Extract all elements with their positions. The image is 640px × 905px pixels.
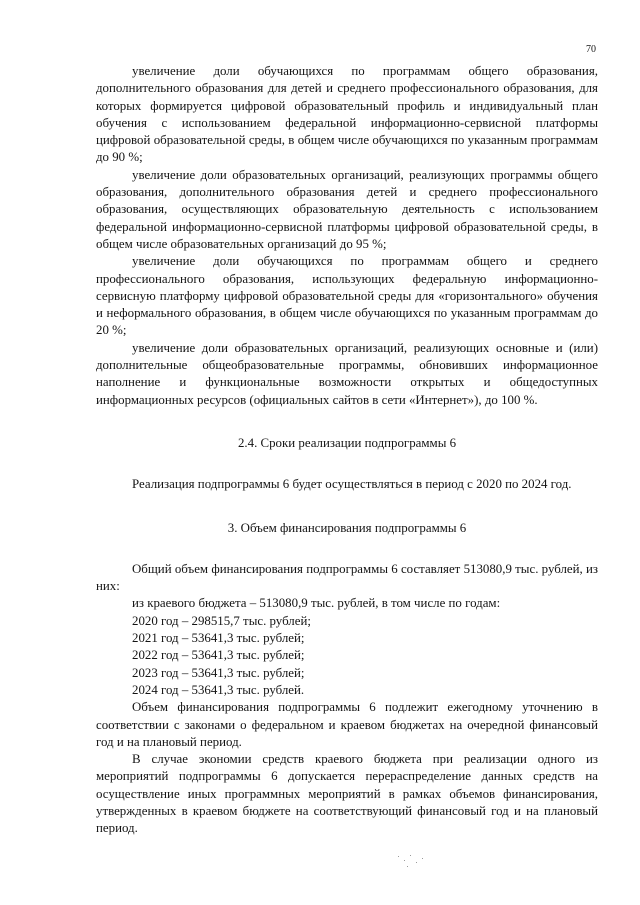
page-number: 70 <box>586 44 596 55</box>
scan-speck <box>398 856 399 857</box>
section-heading-financing: 3. Объем финансирования подпрограммы 6 <box>227 520 467 535</box>
scan-speck <box>416 862 417 863</box>
scan-speck <box>410 855 411 856</box>
paragraph-horizontal-learning: увеличение доли обучающихся по программам общего и среднего профессионального образования, использующих федеральную информационно-сервисную платформу цифровой образовательной среды для «горизонтального» обучения и неформального образования, в общем числе обучающихся по указанным программам до 20 %; <box>96 254 598 338</box>
document-body <box>96 63 598 838</box>
financing-line-2023: 2023 год – 53641,3 тыс. рублей; <box>132 665 305 680</box>
paragraph-financing-intro: Общий объем финансирования подпрограммы 6 составляет 513080,9 тыс. рублей, из них: <box>96 561 598 594</box>
financing-line-regional-budget: из краевого бюджета – 513080,9 тыс. рублей, в том числе по годам: <box>132 596 501 611</box>
paragraph-terms: Реализация подпрограммы 6 будет осуществляться в период с 2020 по 2024 год. <box>132 477 572 492</box>
financing-line-2024: 2024 год – 53641,3 тыс. рублей. <box>132 682 305 697</box>
financing-line-2022: 2022 год – 53641,3 тыс. рублей; <box>132 648 305 663</box>
paragraph-digital-profile: увеличение доли обучающихся по программам общего образования, дополнительного образования для детей и среднего профессионального образования, для которых формируется цифровой образовательный профиль и индивидуальный план обучения с использованием федеральной информационно-сервисной платформы цифровой образовательной среды, в общем числе обучающихся по указанным программам до 90 %; <box>96 64 598 165</box>
paragraph-official-websites: увеличение доли образовательных организаций, реализующих основные и (или) дополнительные общеобразовательные программы, обновивших информационное наполнение и функциональные возможности открытых и общедоступных информационных ресурсов (официальных сайтов в сети «Интернет»), до 100 %. <box>96 340 598 407</box>
financing-line-2020: 2020 год – 298515,7 тыс. рублей; <box>132 613 311 628</box>
scan-speck <box>407 866 408 867</box>
paragraph-annual-adjustment: Объем финансирования подпрограммы 6 подлежит ежегодному уточнению в соответствии с законами о федеральном и краевом бюджетах на очередной финансовый год и на плановый период. <box>96 700 598 749</box>
scan-speck <box>422 858 423 859</box>
paragraph-organizations-platform: увеличение доли образовательных организаций, реализующих программы общего образования, дополнительного образования детей и среднего профессионального образования, осуществляющих образовательную деятельность с использованием федеральной информационно-сервисной платформы цифровой образовательной среды, в общем числе образовательных организаций до 95 %; <box>96 167 598 251</box>
section-heading-terms: 2.4. Сроки реализации подпрограммы 6 <box>237 435 457 450</box>
scan-speck <box>404 860 405 861</box>
financing-line-2021: 2021 год – 53641,3 тыс. рублей; <box>132 631 305 646</box>
paragraph-budget-savings: В случае экономии средств краевого бюджета при реализации одного из мероприятий подпрограммы 6 допускается перераспределение данных средств на осуществление иных программных мероприятий в рамках объемов финансирования, утвержденных в краевом бюджете на соответствующий финансовый год и на плановый период. <box>96 752 598 836</box>
